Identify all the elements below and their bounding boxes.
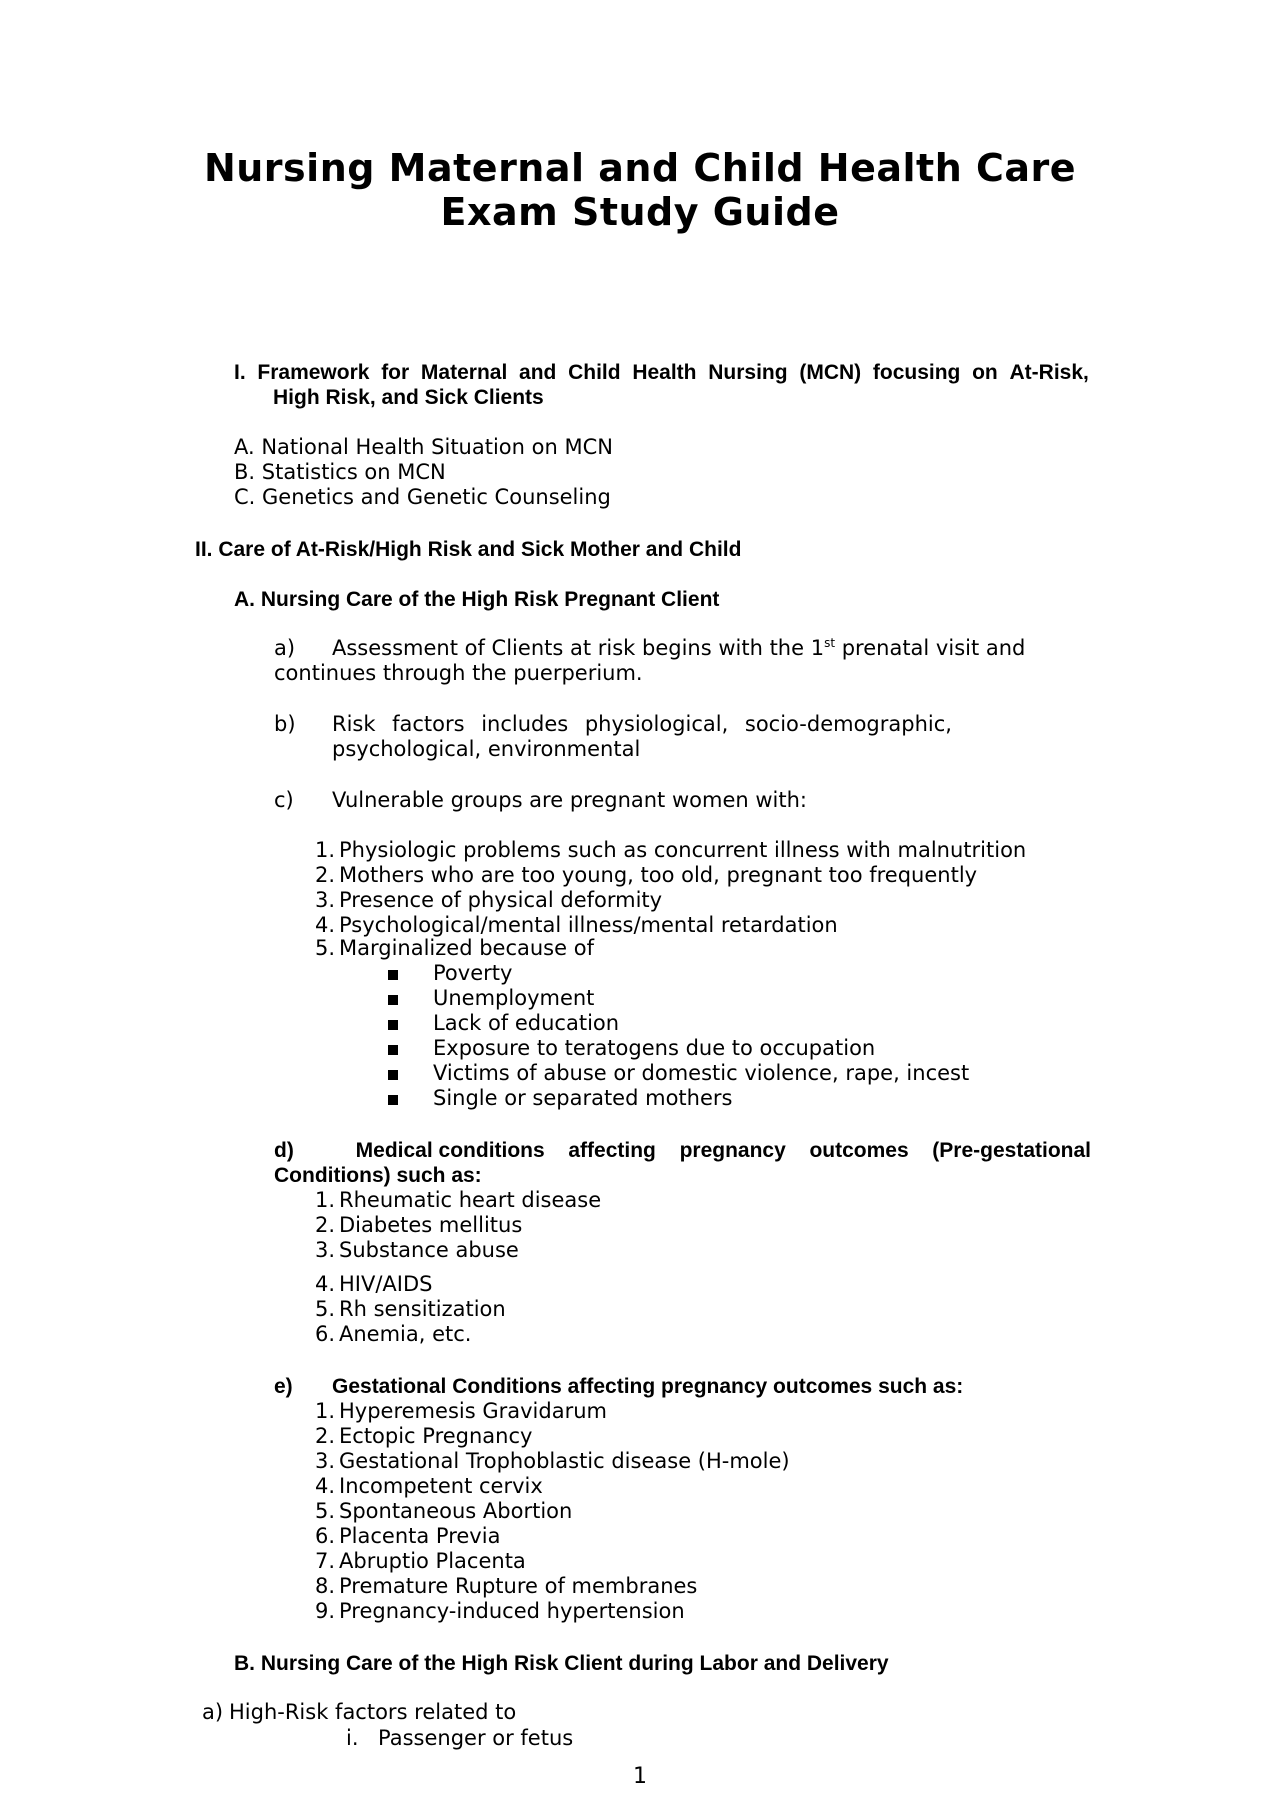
bullet-icon: [388, 1020, 398, 1030]
item-e-label: e): [274, 1375, 293, 1398]
bullet-item: Poverty: [433, 961, 513, 985]
section-1-item-b: B. Statistics on MCN: [234, 460, 446, 484]
bullet-item: Unemployment: [433, 986, 595, 1010]
bullet-item: Victims of abuse or domestic violence, rape, incest: [433, 1061, 970, 1085]
bullet-icon: [388, 1070, 398, 1080]
bullet-icon: [388, 1095, 398, 1105]
bullet-icon: [388, 995, 398, 1005]
item-b-label: b): [274, 712, 296, 736]
item-a-line-1: a) Assessment of Clients at risk begins with the 1st prenatal visit and: [274, 636, 1026, 660]
list-item: 2. Mothers who are too young, too old, pregnant too frequently: [314, 863, 978, 887]
list-item: 9. Pregnancy-induced hypertension: [314, 1599, 685, 1623]
item-d-line-1: d) Medical conditions affecting pregnancy outcomes (Pre-gestational: [274, 1139, 1091, 1162]
item-b-i-label: i.: [346, 1726, 359, 1750]
document-title-line-1: Nursing Maternal and Child Health Care: [203, 146, 1077, 190]
bullet-item: Exposure to teratogens due to occupation: [433, 1036, 876, 1060]
list-item: 5. Marginalized because of: [314, 936, 594, 960]
list-item: 4. Incompetent cervix: [314, 1474, 543, 1498]
item-c-label: c): [274, 788, 294, 812]
list-item: 2. Ectopic Pregnancy: [314, 1424, 533, 1448]
item-b-a-label: a): [202, 1700, 224, 1724]
list-item: 5. Spontaneous Abortion: [314, 1499, 573, 1523]
bullet-item: Single or separated mothers: [433, 1086, 733, 1110]
item-d-line-2: Conditions) such as:: [274, 1164, 482, 1187]
item-b-line-2: psychological, environmental: [332, 737, 641, 761]
subsection-a-heading: A. Nursing Care of the High Risk Pregnant Client: [234, 588, 720, 611]
list-item: 1. Rheumatic heart disease: [314, 1188, 602, 1212]
section-1-heading-line-2: High Risk, and Sick Clients: [273, 386, 544, 409]
list-item: 3. Presence of physical deformity: [314, 888, 663, 912]
list-item: 2. Diabetes mellitus: [314, 1213, 523, 1237]
bullet-icon: [388, 1045, 398, 1055]
list-item: 3. Substance abuse: [314, 1238, 519, 1262]
list-item: 3. Gestational Trophoblastic disease (H-mole): [314, 1449, 790, 1473]
item-c-text: Vulnerable groups are pregnant women with:: [332, 788, 807, 812]
section-2-heading: II. Care of At-Risk/High Risk and Sick Mother and Child: [195, 538, 742, 561]
bullet-icon: [388, 970, 398, 980]
list-item: 6. Anemia, etc.: [314, 1322, 472, 1346]
list-item: 7. Abruptio Placenta: [314, 1549, 526, 1573]
bullet-item: Lack of education: [433, 1011, 620, 1035]
list-item: 5. Rh sensitization: [314, 1297, 506, 1321]
list-item: 6. Placenta Previa: [314, 1524, 501, 1548]
list-item: 4. Psychological/mental illness/mental retardation: [314, 913, 838, 937]
subsection-b-heading: B. Nursing Care of the High Risk Client during Labor and Delivery: [234, 1652, 889, 1675]
item-b-a-text: High-Risk factors related to: [229, 1700, 517, 1724]
list-item: 4. HIV/AIDS: [314, 1272, 433, 1296]
section-1-item-c: C. Genetics and Genetic Counseling: [234, 485, 611, 509]
list-item: 1. Physiologic problems such as concurrent illness with malnutrition: [314, 838, 1027, 862]
page-number: 1: [633, 1764, 647, 1789]
item-e-heading: Gestational Conditions affecting pregnancy outcomes such as:: [332, 1375, 964, 1398]
section-1-item-a: A. National Health Situation on MCN: [234, 435, 613, 459]
section-1-heading: I. Framework for Maternal and Child Health Nursing (MCN) focusing on At-Risk,: [234, 361, 1089, 384]
item-a-line-2: continues through the puerperium.: [274, 661, 643, 685]
list-item: 1. Hyperemesis Gravidarum: [314, 1399, 607, 1423]
document-title-line-2: Exam Study Guide: [440, 190, 840, 234]
list-item: 8. Premature Rupture of membranes: [314, 1574, 698, 1598]
item-b-i-text: Passenger or fetus: [378, 1726, 574, 1750]
item-b-line-1: Risk factors includes physiological, socio-demographic,: [332, 712, 952, 736]
